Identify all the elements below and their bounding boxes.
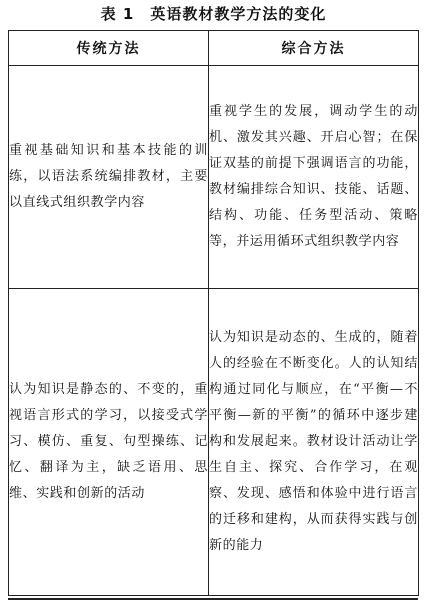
table-caption <box>0 0 427 28</box>
table-header-row <box>9 31 419 66</box>
cell-traditional: 认为知识是静态的、不变的，重视语言形式的学习，以接受式学习、模仿、重复、句型操练、记忆、翻译为主，缺乏语用、思维、实践和创新的活动 <box>9 289 209 596</box>
comparison-table <box>8 30 419 596</box>
cell-traditional: 重视基础知识和基本技能的训练，以语法系统编排教材，主要以直线式组织教学内容 <box>9 66 209 289</box>
table-row <box>9 66 419 289</box>
cell-comprehensive: 重视学生的发展，调动学生的动机、激发其兴趣、开启心智；在保证双基的前提下强调语言的功能，教材编排综合知识、技能、话题、结构、功能、任务型活动、策略等，并运用循环式组织教学内容 <box>209 66 419 289</box>
header-traditional: 传统方法 <box>9 31 209 66</box>
table-row <box>9 289 419 596</box>
header-comprehensive: 综合方法 <box>209 31 419 66</box>
table-title: 英语教材教学方法的变化 <box>150 5 327 23</box>
cell-comprehensive: 认为知识是动态的、生成的，随着人的经验在不断变化。人的认知结构通过同化与顺应，在“平衡—不平衡—新的平衡”的循环中逐步建构和发展起来。教材设计活动让学生自主、探究、合作学习，在观察、发现、感悟和体验中进行语言的迁移和建构，从而获得实践与创新的能力 <box>209 289 419 596</box>
table-number: 表 1 <box>100 5 135 23</box>
table-bottom-rule <box>8 598 418 600</box>
